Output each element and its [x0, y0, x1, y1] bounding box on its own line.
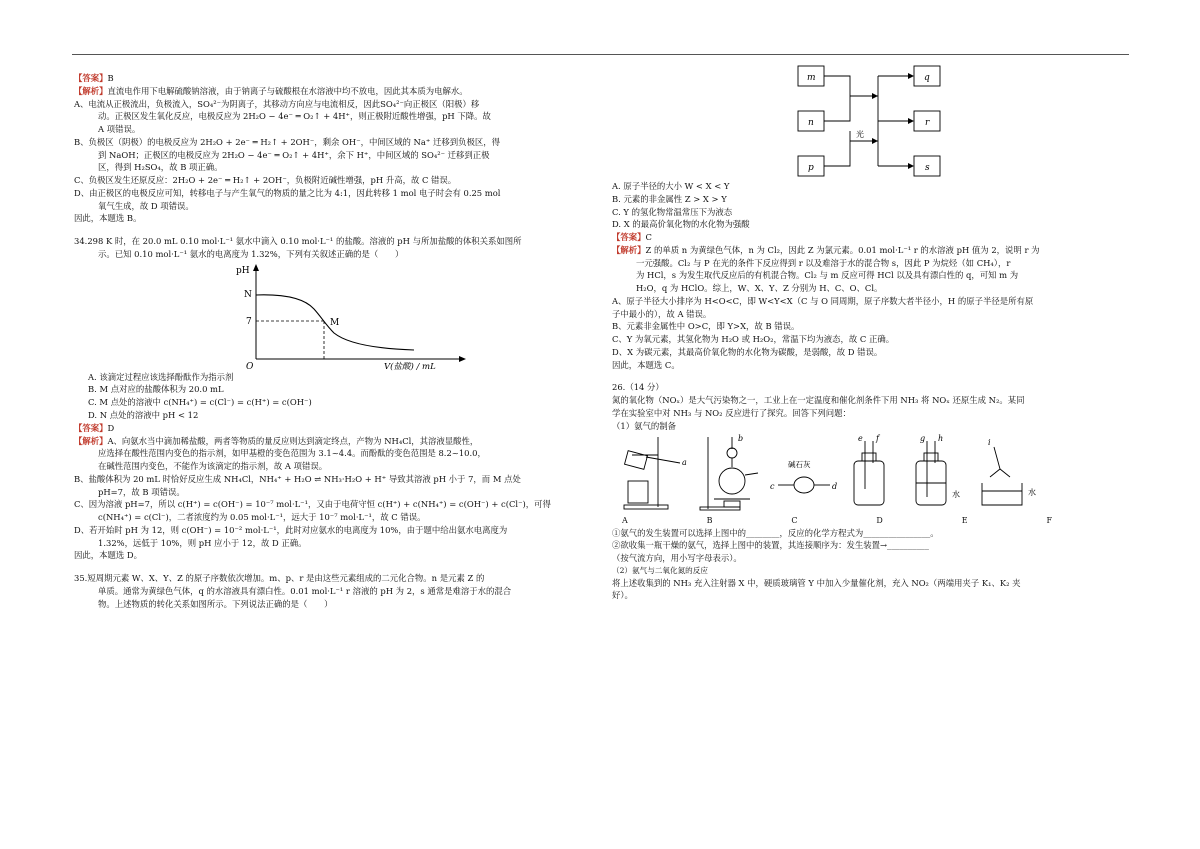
q26-question-1: ①氨气的发生装置可以选择上图中的________，反应的化学方程式为________________。: [612, 527, 939, 538]
analysis-line: 一元强酸。Cl₂ 与 P 在光的条件下反应得到 r 以及难溶于水的混合物 s，因此 P 为烷烃（如 CH₄），r: [636, 257, 1011, 268]
q35-stem: 物。上述物质的转化关系如图所示。下列说法正确的是（ ）: [98, 598, 333, 609]
port-c-label: c: [770, 481, 775, 491]
q26-text: 将上述收集到的 NH₃ 充入注射器 X 中，硬质玻璃管 Y 中加入少量催化剂，充入 NO₂（两端用夹子 K₁、K₂ 夹: [612, 577, 1021, 588]
analysis-line: A、电流从正极流出，负极流入，SO₄²⁻为阴离子，其移动方向应与电流相反，因此SO₄²⁻向正极区（阳极）移: [74, 98, 480, 109]
analysis-conclusion: 因此，本题选 D。: [74, 550, 143, 561]
left-column: [74, 72, 586, 611]
analysis-line: A、原子半径大小排序为 H<O<C，即 W<Y<X（C 与 O 同周期，原子序数大者半径小，H 的原子半径是所有原: [612, 295, 1034, 306]
answer-value: D: [107, 422, 115, 433]
q34-stem: 示。已知 0.10 mol·L⁻¹ 氨水的电离度为 1.32%，下列有关叙述正确的是（ ）: [98, 248, 404, 259]
analysis-line: D、X 为碳元素，其最高价氧化物的水化物为碳酸，是弱酸，故 D 错误。: [612, 346, 883, 357]
q34-option-b: B. M 点对应的盐酸体积为 20.0 mL: [88, 384, 224, 395]
analysis-line: C、Y 为氧元素，其氢化物为 H₂O 或 H₂O₂，常温下均为液态，故 C 正确。: [612, 334, 895, 345]
analysis-line: 子中最小的），故 A 错误。: [612, 308, 712, 319]
port-b-label: b: [738, 433, 744, 443]
header-rule: [72, 54, 1129, 55]
q34-option-d: D. N 点处的溶液中 pH < 12: [88, 410, 199, 421]
apparatus-label-f: F: [1046, 515, 1052, 525]
q34-answer: [74, 422, 586, 435]
water-label-e: 水: [952, 489, 960, 499]
q26-subheading-2: （2）氨气与二氧化氮的反应: [612, 566, 708, 575]
answer-value: C: [645, 232, 652, 243]
analysis-line: 氧气生成，故 D 项错误。: [98, 200, 194, 211]
q35-option-b: B. 元素的非金属性 Z > X > Y: [612, 193, 727, 204]
analysis-line: C、负极区发生还原反应：2H₂O + 2e⁻ ═ H₂↑ + 2OH⁻，负极附近碱性增强，pH 升高，故 C 错误。: [74, 175, 457, 186]
analysis-tag: 【解析】: [612, 244, 646, 255]
answer-tag: 【答案】: [74, 73, 108, 83]
analysis-tag: 【解析】: [74, 435, 108, 446]
analysis-line: pH=7，故 B 项错误。: [98, 486, 185, 497]
port-e-label: e: [858, 433, 863, 443]
apparatus-label-b: B: [706, 515, 713, 525]
conversion-diagram: [794, 62, 1014, 180]
port-i-label: i: [988, 437, 991, 447]
q26-question-2-note: （按气流方向，用小写字母表示）。: [612, 553, 742, 564]
apparatus-label-e: E: [961, 515, 968, 525]
node-p: p: [808, 163, 814, 173]
ph7-label: 7: [246, 316, 252, 327]
q26-title: 26.（14 分）: [612, 382, 664, 393]
analysis-line: 1.32%，远低于 10%，则 pH 应小于 12，故 D 正确。: [98, 537, 307, 548]
analysis-text: A、向氨水当中滴加稀盐酸，两者等物质的量反应则达到滴定终点，产物为 NH₄Cl，其溶液显酸性，: [107, 435, 479, 446]
q35-stem: 35.短周期元素 W、X、Y、Z 的原子序数依次增加。m、p、r 是由这些元素组成的二元化合物。n 是元素 Z 的: [74, 573, 485, 584]
node-n: n: [808, 118, 814, 128]
q34-stem: 34.298 K 时，在 20.0 mL 0.10 mol·L⁻¹ 氨水中滴入 0.10 mol·L⁻¹ 的盐酸。溶液的 pH 与所加盐酸的体积关系如图所: [74, 236, 522, 247]
analysis-line: B、元素非金属性中 O>C，即 Y>X，故 B 错误。: [612, 321, 800, 332]
q26-intro: 学在实验室中对 NH₃ 与 NO₂ 反应进行了探究。回答下列问题：: [612, 408, 851, 419]
n-point-label: N: [244, 289, 252, 300]
analysis-line: 为 HCl，s 为发生取代反应后的有机混合物。Cl₂ 与 m 反应可得 HCl 以及具有漂白性的 q，可知 m 为: [636, 270, 1019, 281]
q26-text: 好）。: [612, 590, 633, 601]
apparatus-label-a: A: [622, 515, 628, 525]
apparatus-label-d: D: [876, 515, 883, 525]
q34-analysis-line: [74, 435, 586, 448]
answer-value: B: [107, 73, 114, 83]
q34-option-c: C. M 点处的溶液中 c(NH₄⁺) = c(Cl⁻) = c(H⁺) = c(OH⁻): [88, 397, 312, 408]
analysis-line: C、因为溶液 pH=7，所以 c(H⁺) = c(OH⁻) = 10⁻⁷ mol·L⁻¹，又由于电荷守恒 c(H⁺) + c(NH₄⁺) = c(OH⁻) + c(Cl⁻)，可得: [74, 499, 551, 510]
analysis-text: Z 的单质 n 为黄绿色气体，n 为 Cl₂，因此 Z 为氯元素。0.01 mol·L⁻¹ r 的水溶液 pH 值为 2，说明 r 为: [645, 244, 1040, 255]
port-g-label: g: [920, 433, 926, 443]
right-column: [612, 62, 1124, 602]
analysis-line: B、盐酸体积为 20 mL 时恰好反应生成 NH₄Cl，NH₄⁺ + H₂O ⇌ NH₃·H₂O + H⁺ 导致其溶液 pH 小于 7，而 M 点处: [74, 473, 521, 484]
q35-answer: [612, 231, 1124, 244]
q34-option-a: A. 该滴定过程应该选择酚酞作为指示剂: [88, 371, 234, 382]
analysis-line: D、若开始时 pH 为 12，则 c(OH⁻) = 10⁻² mol·L⁻¹，此时对应氨水的电离度为 10%，由于题中给出氨水电离度为: [74, 524, 508, 535]
q33-answer: [74, 72, 586, 85]
node-m: m: [807, 73, 816, 83]
analysis-line: B、负极区（阴极）的电极反应为 2H₂O + 2e⁻ ═ H₂↑ + 2OH⁻，剩余 OH⁻，中间区域的 Na⁺ 迁移到负极区，得: [74, 136, 500, 147]
analysis-conclusion: 因此，本题选 B。: [74, 213, 142, 224]
m-point-label: M: [330, 317, 340, 328]
answer-tag: 【答案】: [612, 232, 646, 243]
apparatus-letter-row: [622, 515, 1052, 527]
analysis-line: 到 NaOH；正极区的电极反应为 2H₂O − 4e⁻ ═ O₂↑ + 4H⁺，余下 H⁺，中间区域的 SO₄²⁻ 迁移到正极: [98, 149, 490, 160]
analysis-line: 区，得到 H₂SO₄，故 B 项正确。: [98, 162, 223, 173]
analysis-tag: 【解析】: [74, 85, 108, 96]
water-label-f: 水: [1028, 487, 1036, 497]
port-d-label: d: [832, 481, 838, 491]
analysis-line: A 项错误。: [98, 124, 141, 135]
origin-label: O: [246, 361, 254, 371]
apparatus-figure: [618, 433, 1088, 515]
q26-subheading: （1）氨气的制备: [612, 420, 676, 431]
analysis-line: 在碱性范围内变色，不能作为该滴定的指示剂，故 A 项错误。: [98, 461, 328, 472]
q35-option-d: D. X 的最高价氧化物的水化物为强酸: [612, 219, 750, 230]
q33-analysis-line: [74, 85, 586, 98]
node-q: q: [924, 73, 930, 83]
soda-lime-label: 碱石灰: [788, 459, 811, 469]
analysis-text: 直流电作用下电解硫酸钠溶液，由于钠离子与硫酸根在水溶液中均不放电，因此其本质为电解水。: [107, 85, 468, 96]
q35-stem: 单质。通常为黄绿色气体，q 的水溶液具有漂白性。0.01 mol·L⁻¹ r 溶液的 pH 为 2，s 通常是难溶于水的混合: [98, 585, 512, 596]
q35-analysis-line: [612, 244, 1124, 257]
q35-option-c: C. Y 的氢化物常温常压下为液态: [612, 206, 733, 217]
q35-option-a: A. 原子半径的大小 W < X < Y: [612, 181, 730, 191]
port-a-label: a: [682, 457, 687, 467]
analysis-conclusion: 因此，本题选 C。: [612, 359, 680, 370]
port-f-label: f: [876, 433, 879, 443]
apparatus-label-c: C: [791, 515, 798, 525]
analysis-line: c(NH₄⁺) = c(Cl⁻)，二者浓度约为 0.05 mol·L⁻¹，远大于 10⁻⁷ mol·L⁻¹，故 C 错误。: [98, 512, 426, 523]
analysis-line: H₂O，q 为 HClO。综上，W、X、Y、Z 分别为 H、C、O、Cl。: [636, 283, 883, 294]
ph-titration-graph: [234, 261, 474, 371]
light-condition-label: 光: [856, 130, 864, 139]
analysis-line: 动。正极区发生氧化反应，电极反应为 2H₂O − 4e⁻ ═ O₂↑ + 4H⁺，则正极附近酸性增强，pH 下降。故: [98, 111, 491, 122]
x-axis-label: V(盐酸) / mL: [384, 361, 436, 371]
q26-intro: 氮的氧化物（NOₓ）是大气污染物之一，工业上在一定温度和催化剂条件下用 NH₃ 将 NOₓ 还原生成 N₂。某同: [612, 395, 1025, 406]
node-r: r: [925, 118, 930, 128]
answer-tag: 【答案】: [74, 422, 108, 433]
y-axis-label: pH: [236, 265, 250, 276]
node-s: s: [925, 163, 930, 173]
q26-question-2: ②欲收集一瓶干燥的氨气，选择上图中的装置，其连接顺序为：发生装置→__________: [612, 540, 929, 551]
analysis-line: 应选择在酸性范围内变色的指示剂，如甲基橙的变色范围为 3.1~4.4。而酚酞的变色范围是 8.2~10.0，: [98, 448, 486, 459]
port-h-label: h: [938, 433, 944, 443]
analysis-line: D、由正极区的电极反应可知，转移电子与产生氧气的物质的量之比为 4:1，因此转移 1 mol 电子时会有 0.25 mol: [74, 187, 501, 198]
